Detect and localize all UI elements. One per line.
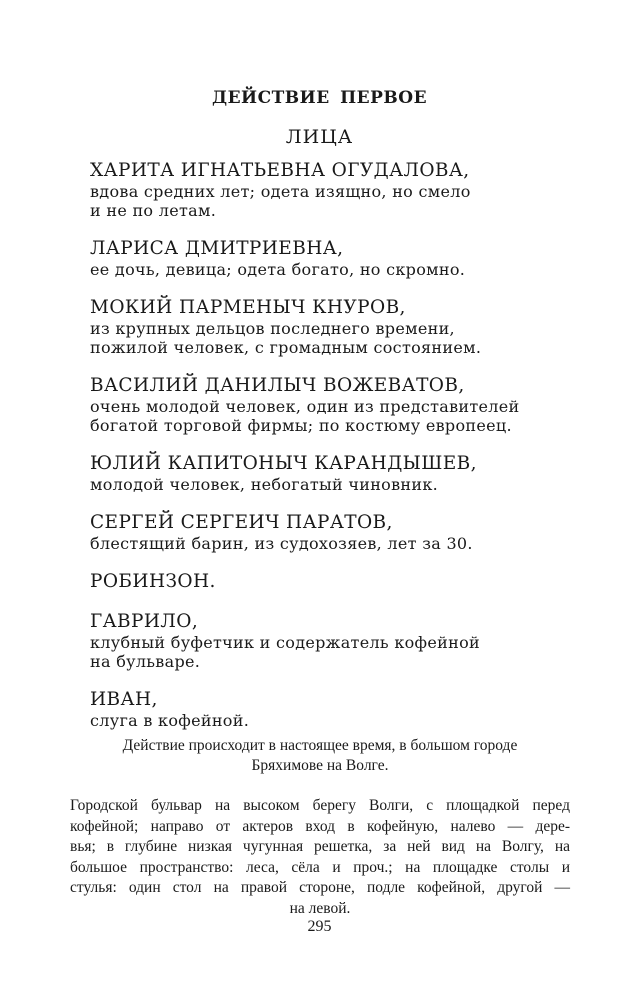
setting-line: Действие происходит в настоящее время, в большом городе — [122, 737, 518, 754]
page-number: 295 — [307, 918, 332, 935]
character-name: ХАРИТА ИГНАТЬЕВНА ОГУДАЛОВА, — [90, 160, 470, 181]
setting-line: Бряхимове на Волге. — [251, 757, 389, 774]
cast-entry — [90, 512, 550, 553]
character-description-line: очень молодой человек, один из представителей — [90, 397, 520, 416]
character-name: ИВАН, — [90, 689, 158, 710]
character-name: ЮЛИЙ КАПИТОНЫЧ КАРАНДЫШЕВ, — [90, 453, 477, 474]
character-description-line: богатой торговой фирмы; по костюму европеец. — [90, 416, 512, 435]
character-name: ЛАРИСА ДМИТРИЕВНА, — [90, 238, 344, 259]
character-description-line: из крупных дельцов последнего времени, — [90, 319, 455, 338]
character-description-line: ее дочь, девица; одета богато, но скромно. — [90, 260, 466, 279]
stage-direction-line: на левой. — [289, 899, 351, 917]
stage-direction — [70, 796, 570, 919]
cast-entry — [90, 375, 550, 435]
cast-list — [90, 160, 550, 748]
character-name: МОКИЙ ПАРМЕНЫЧ КНУРОВ, — [90, 297, 406, 318]
character-name: ГАВРИЛО, — [90, 611, 199, 632]
stage-direction-line: большое пространство: леса, сёла и проч.; на площадке столы и — [70, 858, 570, 876]
cast-entry — [90, 160, 550, 220]
cast-entry — [90, 689, 550, 730]
cast-entry — [90, 238, 550, 279]
stage-direction-line: Городской бульвар на высоком берегу Волги, с площадкой перед — [70, 797, 570, 814]
character-description-line: слуга в кофейной. — [90, 711, 250, 730]
character-description-line: на бульваре. — [90, 652, 201, 671]
character-description-line: молодой человек, небогатый чиновник. — [90, 475, 439, 494]
character-description-line: блестящий барин, из судохозяев, лет за 30. — [90, 534, 473, 553]
setting-note — [80, 736, 560, 776]
act-title: ДЕЙСТВИЕ ПЕРВОЕ — [211, 88, 428, 108]
character-name: РОБИНЗОН. — [90, 571, 216, 592]
cast-entry — [90, 453, 550, 494]
character-description-line: вдова средних лет; одета изящно, но смело — [90, 182, 471, 201]
stage-direction-line: вья; в глубине низкая чугунная решетка, за ней вид на Волгу, на — [70, 838, 570, 855]
character-description-line: клубный буфетчик и содержатель кофейной — [90, 633, 480, 652]
cast-entry — [90, 297, 550, 357]
cast-heading: ЛИЦА — [285, 126, 354, 148]
stage-direction-line: кофейной; направо от актеров вход в кофейную, налево — дере- — [70, 817, 570, 835]
character-description-line: пожилой человек, с громадным состоянием. — [90, 338, 482, 357]
stage-direction-line: стулья: один стол на правой стороне, подле кофейной, другой — — [70, 879, 570, 896]
character-name: СЕРГЕЙ СЕРГЕИЧ ПАРАТОВ, — [90, 512, 393, 533]
character-description-line: и не по летам. — [90, 201, 217, 220]
cast-entry — [90, 571, 550, 593]
character-name: ВАСИЛИЙ ДАНИЛЫЧ ВОЖЕВАТОВ, — [90, 375, 465, 396]
cast-entry — [90, 611, 550, 671]
